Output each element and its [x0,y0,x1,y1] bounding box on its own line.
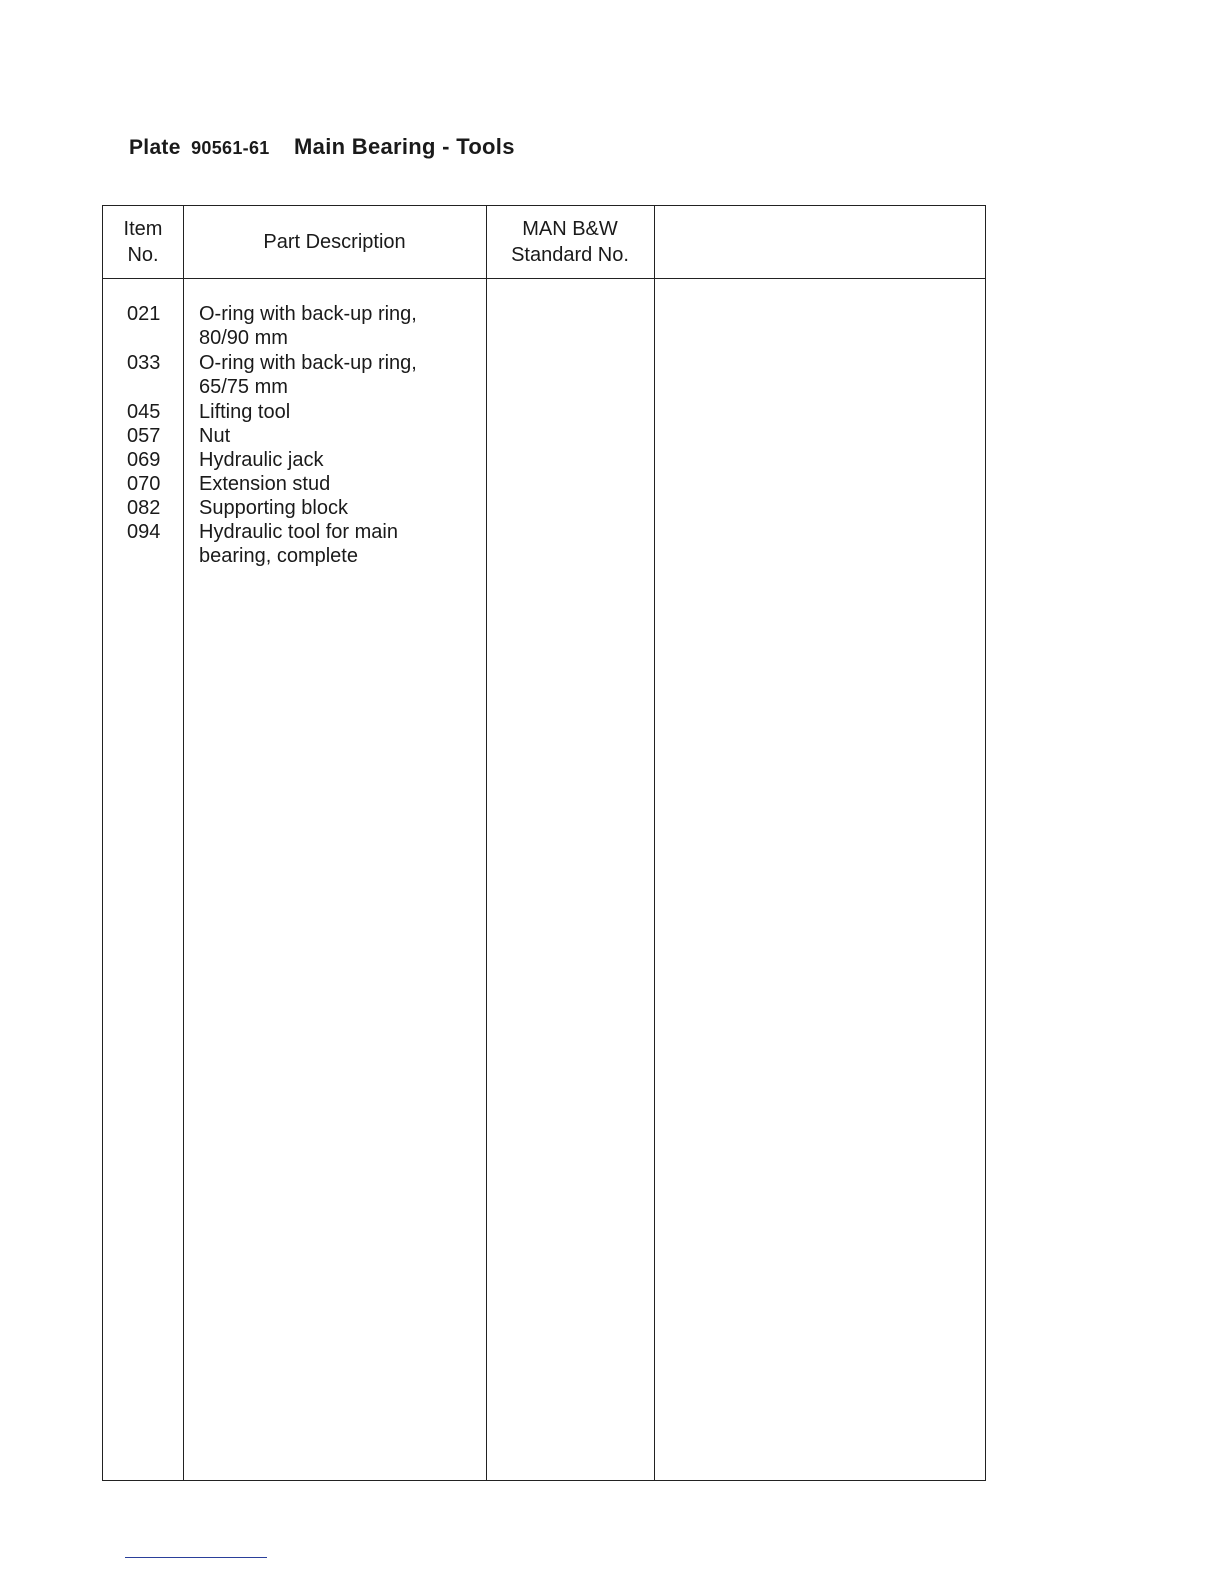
table-row [103,496,985,520]
item-number: 057 [127,425,161,447]
item-number: 021 [127,303,161,325]
header-part-description: Part Description [263,231,406,253]
table-row [103,351,985,399]
plate-name: Main Bearing - Tools [294,134,515,159]
table-row [103,424,985,448]
header-divider [103,278,985,279]
footer-divider [125,1557,267,1558]
part-description: Supporting block [199,497,348,519]
item-number: 069 [127,449,161,471]
table-body [103,302,985,568]
part-description: Lifting tool [199,401,291,423]
header-item-no: Item No. [123,218,163,266]
part-description: O-ring with back-up ring, 65/75 mm [199,352,417,398]
item-number: 082 [127,497,161,519]
table-row [103,448,985,472]
part-description: Hydraulic jack [199,449,324,471]
part-description: Extension stud [199,473,331,495]
item-number: 045 [127,401,161,423]
item-number: 094 [127,521,161,543]
table-row [103,472,985,496]
table-row [103,302,985,350]
table-row [103,400,985,424]
item-number: 070 [127,473,161,495]
page-title [129,134,515,160]
plate-number: 90561-61 [191,138,270,158]
item-number: 033 [127,352,161,374]
part-description: Hydraulic tool for main bearing, complete [199,521,398,567]
part-description: O-ring with back-up ring, 80/90 mm [199,303,417,349]
plate-label: Plate [129,136,181,159]
table-row [103,520,985,568]
parts-table [102,205,986,1481]
part-description: Nut [199,425,231,447]
header-standard-no: MAN B&W Standard No. [511,218,629,266]
